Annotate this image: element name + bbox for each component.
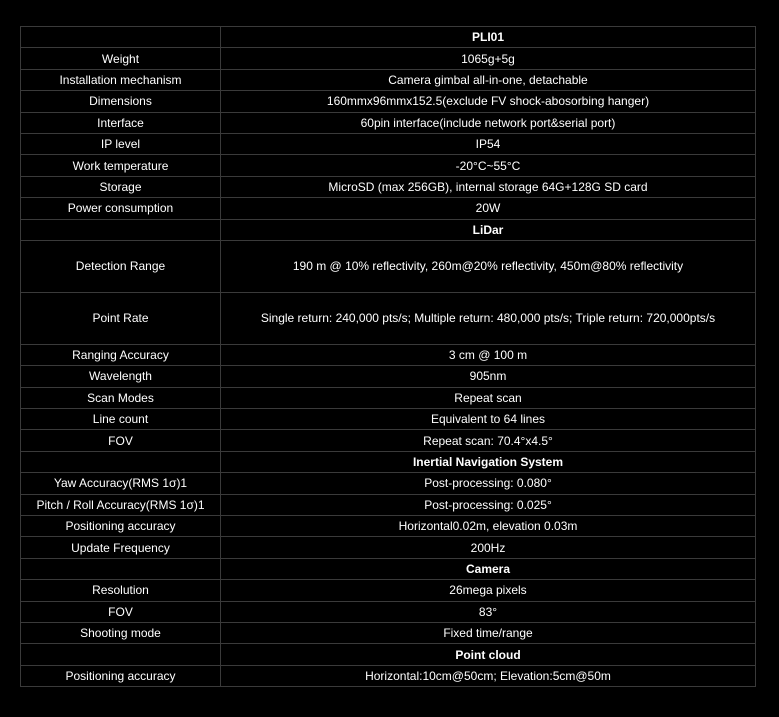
spec-value: 200Hz: [221, 537, 756, 558]
table-row: [21, 240, 756, 292]
spec-label: Update Frequency: [21, 537, 221, 558]
spec-value: Post-processing: 0.080°: [221, 473, 756, 494]
spec-value: 20W: [221, 198, 756, 219]
table-row: [21, 176, 756, 197]
spec-value: 905nm: [221, 366, 756, 387]
spec-label: Shooting mode: [21, 622, 221, 643]
spec-value: Horizontal:10cm@50cm; Elevation:5cm@50m: [221, 665, 756, 686]
spec-value: Equivalent to 64 lines: [221, 409, 756, 430]
spec-value: Repeat scan: 70.4°x4.5°: [221, 430, 756, 451]
table-row: [21, 601, 756, 622]
spec-label: Installation mechanism: [21, 69, 221, 90]
spec-label: Scan Modes: [21, 387, 221, 408]
spec-value: IP54: [221, 133, 756, 154]
spec-label: Resolution: [21, 580, 221, 601]
spec-label: Positioning accuracy: [21, 516, 221, 537]
spec-label: FOV: [21, 601, 221, 622]
spec-table: [20, 26, 756, 687]
table-row: [21, 580, 756, 601]
spec-value: Camera gimbal all-in-one, detachable: [221, 69, 756, 90]
table-row: [21, 473, 756, 494]
table-row: [21, 516, 756, 537]
spec-label: Storage: [21, 176, 221, 197]
table-row: [21, 91, 756, 112]
spec-value: Horizontal0.02m, elevation 0.03m: [221, 516, 756, 537]
section-title: Camera: [221, 558, 756, 579]
spec-value: 83°: [221, 601, 756, 622]
spec-value: Fixed time/range: [221, 622, 756, 643]
table-row: [21, 387, 756, 408]
spec-label: Wavelength: [21, 366, 221, 387]
spec-value: 160mmx96mmx152.5(exclude FV shock-abosorbing hanger): [221, 91, 756, 112]
spec-label: Work temperature: [21, 155, 221, 176]
table-row: [21, 133, 756, 154]
section-title: Inertial Navigation System: [221, 451, 756, 472]
spec-value: 1065g+5g: [221, 48, 756, 69]
spec-label: FOV: [21, 430, 221, 451]
spec-label: Ranging Accuracy: [21, 344, 221, 365]
spec-label: Interface: [21, 112, 221, 133]
spec-label: Line count: [21, 409, 221, 430]
table-row: [21, 622, 756, 643]
table-row: [21, 665, 756, 686]
spec-value: 26mega pixels: [221, 580, 756, 601]
spec-value: Post-processing: 0.025°: [221, 494, 756, 515]
table-row: [21, 344, 756, 365]
spec-value: 3 cm @ 100 m: [221, 344, 756, 365]
spec-label: Point Rate: [21, 292, 221, 344]
section-header-lidar: [21, 219, 756, 240]
spec-label: Pitch / Roll Accuracy(RMS 1σ)1: [21, 494, 221, 515]
spec-label: Yaw Accuracy(RMS 1σ)1: [21, 473, 221, 494]
spec-value: Repeat scan: [221, 387, 756, 408]
table-row: [21, 155, 756, 176]
section-header-pli01: [21, 27, 756, 48]
table-row: [21, 198, 756, 219]
table-row: [21, 112, 756, 133]
table-row: [21, 430, 756, 451]
section-header-point-cloud: [21, 644, 756, 665]
spec-value: MicroSD (max 256GB), internal storage 64G+128G SD card: [221, 176, 756, 197]
spec-value: -20°C~55°C: [221, 155, 756, 176]
section-title: LiDar: [221, 219, 756, 240]
table-row: [21, 69, 756, 90]
table-row: [21, 409, 756, 430]
spec-label: IP level: [21, 133, 221, 154]
table-row: [21, 366, 756, 387]
spec-value: Single return: 240,000 pts/s; Multiple return: 480,000 pts/s; Triple return: 720,000pts/s: [221, 292, 756, 344]
spec-label: Weight: [21, 48, 221, 69]
section-header-ins: [21, 451, 756, 472]
table-row: [21, 48, 756, 69]
spec-value: 60pin interface(include network port&serial port): [221, 112, 756, 133]
table-row: [21, 292, 756, 344]
section-header-camera: [21, 558, 756, 579]
section-title: Point cloud: [221, 644, 756, 665]
table-row: [21, 537, 756, 558]
section-title: PLI01: [221, 27, 756, 48]
spec-label: Detection Range: [21, 240, 221, 292]
spec-label: Power consumption: [21, 198, 221, 219]
spec-label: Positioning accuracy: [21, 665, 221, 686]
spec-label: Dimensions: [21, 91, 221, 112]
spec-value: 190 m @ 10% reflectivity, 260m@20% reflectivity, 450m@80% reflectivity: [221, 240, 756, 292]
table-row: [21, 494, 756, 515]
